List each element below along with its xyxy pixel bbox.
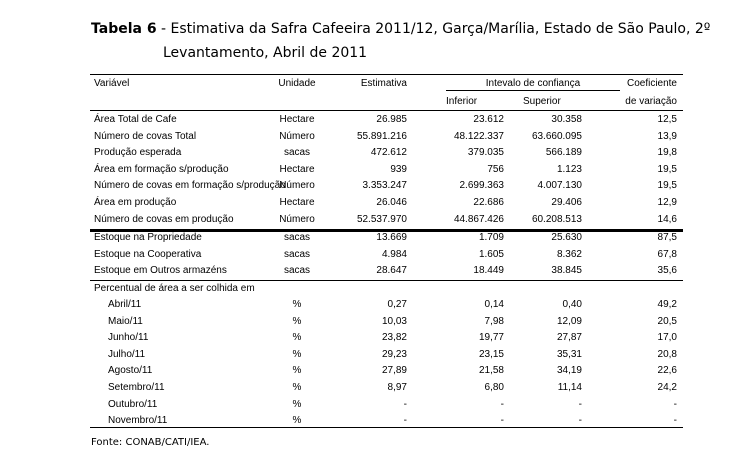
- cell-coeficiente: 20,5: [657, 315, 677, 327]
- cell-coeficiente: -: [673, 398, 677, 410]
- table-top-rule: [90, 74, 683, 75]
- cell-coeficiente: 87,5: [657, 232, 677, 243]
- header-coef-1: Coeficiente: [626, 78, 677, 89]
- cell-inferior: -: [500, 398, 504, 410]
- cell-variavel: Produção esperada: [94, 147, 182, 159]
- cell-coeficiente: -: [673, 415, 677, 427]
- cell-variavel: Estoque na Cooperativa: [94, 248, 202, 260]
- section-rule: [90, 280, 683, 281]
- cell-superior: 30.358: [551, 114, 582, 125]
- cell-estimativa: 23,82: [381, 332, 407, 344]
- data-table: [90, 74, 683, 428]
- cell-estimativa: 26.046: [376, 197, 407, 208]
- cell-inferior: 44.867.426: [453, 213, 504, 225]
- cell-superior: 29.406: [551, 197, 582, 208]
- source-note: Fonte: CONAB/CATI/IEA.: [91, 437, 210, 448]
- cell-estimativa: 26.985: [376, 114, 407, 125]
- cell-estimativa: -: [403, 415, 407, 427]
- cell-unidade: %: [292, 382, 302, 393]
- cell-estimativa: 28.647: [376, 265, 407, 277]
- cell-unidade: sacas: [283, 248, 311, 260]
- header-variavel: Variável: [94, 78, 130, 89]
- cell-variavel: Número de covas em formação s/produção: [94, 180, 286, 192]
- cell-unidade: Número: [279, 213, 315, 225]
- cell-inferior: 1.709: [478, 232, 504, 243]
- cell-inferior: -: [500, 415, 504, 427]
- cell-unidade: sacas: [283, 147, 311, 159]
- cell-variavel: Julho/11: [108, 348, 146, 360]
- cell-variavel: Estoque na Propriedade: [94, 232, 202, 243]
- cell-coeficiente: 24,2: [657, 382, 677, 393]
- cell-inferior: 23.612: [473, 114, 504, 125]
- cell-variavel: Número de covas em produção: [94, 213, 234, 225]
- cell-unidade: Hectare: [279, 197, 315, 208]
- cell-superior: 25.630: [551, 232, 582, 243]
- cell-unidade: %: [292, 398, 302, 410]
- cell-inferior: 0,14: [484, 299, 504, 310]
- cell-variavel: Maio/11: [108, 315, 143, 327]
- cell-estimativa: -: [403, 398, 407, 410]
- cell-superior: 38.845: [551, 265, 582, 277]
- cell-coeficiente: 19,8: [657, 147, 677, 159]
- cell-coeficiente: 14,6: [657, 213, 677, 225]
- header-intervalo: Intevalo de confiança: [485, 78, 581, 89]
- cell-superior: -: [578, 398, 582, 410]
- cell-variavel: Novembro/11: [108, 415, 168, 427]
- cell-unidade: sacas: [283, 265, 311, 277]
- cell-superior: 566.189: [545, 147, 582, 159]
- cell-superior: 63.660.095: [531, 130, 582, 142]
- cell-unidade: %: [292, 332, 302, 344]
- cell-superior: 12,09: [556, 315, 582, 327]
- cell-variavel: Abril/11: [108, 299, 142, 310]
- header-inferior: Inferior: [446, 96, 478, 107]
- cell-variavel: Área em formação s/produção: [94, 163, 229, 175]
- cell-inferior: 21,58: [478, 365, 504, 377]
- header-bottom-rule: [90, 110, 683, 111]
- percent-section-title: Percentual de área a ser colhida em: [94, 283, 255, 294]
- cell-variavel: Número de covas Total: [94, 130, 197, 142]
- cell-superior: 8.362: [556, 248, 582, 260]
- cell-estimativa: 13.669: [376, 232, 407, 243]
- cell-superior: 27,87: [556, 332, 582, 344]
- cell-estimativa: 939: [390, 163, 407, 175]
- interval-rule: [446, 90, 620, 91]
- table-caption: [91, 17, 731, 65]
- cell-unidade: %: [292, 415, 302, 427]
- cell-estimativa: 55.891.216: [356, 130, 407, 142]
- cell-variavel: Outubro/11: [108, 398, 158, 410]
- cell-inferior: 6,80: [484, 382, 504, 393]
- cell-coeficiente: 19,5: [657, 163, 677, 175]
- cell-estimativa: 29,23: [381, 348, 407, 360]
- caption-title: - Estimativa da Safra Cafeeira 2011/12, Garça/Marília, Estado de São Paulo, 2º: [156, 21, 711, 37]
- cell-unidade: %: [292, 299, 302, 310]
- cell-unidade: sacas: [283, 232, 311, 243]
- cell-inferior: 19,77: [478, 332, 504, 344]
- cell-coeficiente: 19,5: [657, 180, 677, 192]
- cell-superior: -: [578, 415, 582, 427]
- cell-variavel: Estoque em Outros armazéns: [94, 265, 227, 277]
- cell-coeficiente: 13,9: [657, 130, 677, 142]
- cell-unidade: %: [292, 348, 302, 360]
- cell-superior: 60.208.513: [531, 213, 582, 225]
- cell-unidade: Número: [279, 130, 315, 142]
- cell-inferior: 48.122.337: [453, 130, 504, 142]
- cell-estimativa: 8,97: [387, 382, 407, 393]
- cell-variavel: Área em produção: [94, 197, 177, 208]
- cell-coeficiente: 20,8: [657, 348, 677, 360]
- cell-estimativa: 52.537.970: [356, 213, 407, 225]
- cell-superior: 4.007.130: [537, 180, 582, 192]
- cell-unidade: Hectare: [279, 114, 315, 125]
- table-bottom-rule: [90, 427, 683, 428]
- cell-variavel: Setembro/11: [108, 382, 165, 393]
- cell-estimativa: 472.612: [370, 147, 407, 159]
- cell-coeficiente: 12,9: [657, 197, 677, 208]
- header-unidade: Unidade: [278, 78, 316, 89]
- cell-inferior: 2.699.363: [459, 180, 504, 192]
- cell-superior: 11,14: [557, 382, 582, 393]
- cell-unidade: %: [292, 315, 302, 327]
- header-coef-2: de variação: [625, 96, 677, 107]
- cell-coeficiente: 35,6: [657, 265, 677, 277]
- cell-estimativa: 10,03: [381, 315, 407, 327]
- cell-unidade: %: [292, 365, 302, 377]
- cell-variavel: Agosto/11: [108, 365, 153, 377]
- cell-inferior: 22.686: [473, 197, 504, 208]
- header-superior: Superior: [523, 96, 561, 107]
- cell-coeficiente: 12,5: [657, 114, 677, 125]
- caption-label: Tabela 6: [91, 21, 157, 37]
- cell-inferior: 18.449: [473, 265, 504, 277]
- cell-variavel: Junho/11: [108, 332, 149, 344]
- cell-superior: 35,31: [556, 348, 582, 360]
- caption-line-1: [91, 17, 731, 41]
- cell-unidade: Número: [279, 180, 315, 192]
- cell-unidade: Hectare: [279, 163, 315, 175]
- cell-inferior: 1.605: [478, 248, 504, 260]
- cell-coeficiente: 17,0: [657, 332, 677, 344]
- cell-coeficiente: 49,2: [657, 299, 677, 310]
- cell-estimativa: 27,89: [381, 365, 407, 377]
- cell-coeficiente: 22,6: [657, 365, 677, 377]
- cell-inferior: 7,98: [484, 315, 504, 327]
- cell-variavel: Área Total de Cafe: [94, 114, 177, 125]
- cell-superior: 0,40: [562, 299, 582, 310]
- cell-superior: 34,19: [556, 365, 582, 377]
- cell-estimativa: 3.353.247: [362, 180, 407, 192]
- cell-superior: 1.123: [556, 163, 582, 175]
- header-estimativa: Estimativa: [360, 78, 407, 89]
- cell-coeficiente: 67,8: [657, 248, 677, 260]
- cell-inferior: 756: [487, 163, 504, 175]
- cell-inferior: 379.035: [467, 147, 504, 159]
- cell-estimativa: 4.984: [381, 248, 407, 260]
- caption-line-2: Levantamento, Abril de 2011: [163, 45, 368, 61]
- cell-estimativa: 0,27: [387, 299, 407, 310]
- cell-inferior: 23,15: [478, 348, 504, 360]
